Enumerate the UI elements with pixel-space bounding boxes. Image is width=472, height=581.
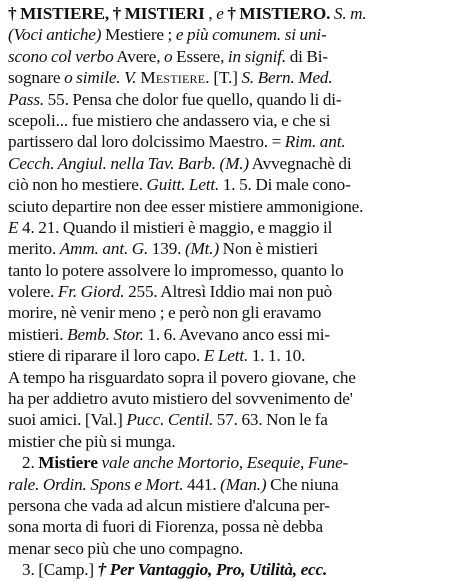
text-segment: Rim. ant. <box>284 132 346 152</box>
text-line <box>8 24 466 45</box>
text-segment: persona che vada ad alcun mistiere d'alcuna per- <box>8 495 330 515</box>
text-segment: e più comunem. si uni- <box>175 25 327 45</box>
text-line <box>8 238 466 259</box>
text-line <box>8 474 466 495</box>
text-segment: di Bi- <box>286 46 328 66</box>
text-segment: 3. [Camp.] <box>22 560 98 580</box>
text-segment: o simile. V. <box>64 68 137 88</box>
text-segment: partissero dal loro dolcissimo Maestro. = <box>8 132 285 152</box>
text-segment: Che niuna <box>266 474 339 494</box>
text-line <box>8 495 466 516</box>
text-line <box>8 174 466 195</box>
text-segment: 255. Altresì Iddio mai non può <box>124 282 333 302</box>
text-segment: 2. <box>22 453 39 473</box>
text-segment: 57. 63. Non le fa <box>213 410 328 430</box>
text-line <box>8 302 466 323</box>
text-line <box>8 409 466 430</box>
text-segment: volere. <box>8 282 58 302</box>
text-segment: 1. 5. Di male cono- <box>219 175 351 195</box>
text-line <box>8 46 466 67</box>
text-segment: morire, nè venir meno ; e però non gli eravamo <box>8 303 322 323</box>
text-line <box>8 196 466 217</box>
text-line <box>8 516 466 537</box>
text-segment: † MISTIERE, † MISTIERI <box>8 4 205 23</box>
text-line <box>8 367 466 388</box>
text-segment: Mestiere ; <box>101 25 176 45</box>
text-line <box>8 538 466 559</box>
text-segment: Pass. <box>8 89 45 109</box>
text-segment: rale. Ordin. Spons e Mort. <box>8 474 184 494</box>
text-segment: (Mt.) <box>184 239 220 259</box>
text-segment: E <box>8 217 19 237</box>
text-segment: Avvegnachè di <box>248 153 352 173</box>
text-segment: [T.] <box>209 68 242 88</box>
text-line <box>8 110 466 131</box>
text-segment: , <box>204 4 217 23</box>
text-segment: scono col verbo <box>8 46 114 66</box>
text-segment: e <box>216 4 224 23</box>
text-line <box>8 131 466 152</box>
text-line <box>8 431 466 452</box>
text-segment: Fr. Giord. <box>57 282 125 302</box>
text-segment: ciò non ho mestiere. <box>8 175 147 195</box>
text-segment: o <box>164 46 173 66</box>
text-segment: 1. 6. Avevano anco essi mi- <box>143 324 331 344</box>
text-segment: merito. <box>8 239 60 259</box>
text-segment: sona morta di fuori di Fiorenza, possa nè debba <box>8 517 323 537</box>
text-segment: suoi amici. [Val.] <box>8 410 127 430</box>
text-segment: sognare <box>8 68 65 88</box>
text-segment: Cecch. Angiul. nella Tav. Barb. (M.) <box>8 153 249 173</box>
text-segment: Guitt. Lett. <box>146 175 220 195</box>
text-line <box>8 153 466 174</box>
text-line <box>8 452 466 473</box>
text-segment: vale anche Mortorio, Esequie, Fune- <box>97 453 349 473</box>
text-segment: stiere di riparare il loro capo. <box>8 346 204 366</box>
text-line <box>8 388 466 409</box>
text-line <box>8 260 466 281</box>
text-line <box>8 559 466 580</box>
text-segment: tanto lo potere assolvere lo impromesso, quanto lo <box>8 260 344 280</box>
text-segment: menar seco più che uno compagno. <box>8 538 244 558</box>
text-segment: (Voci antiche) <box>8 25 102 45</box>
text-line <box>8 3 466 24</box>
text-line <box>8 89 466 110</box>
text-segment: 4. 21. Quando il mistieri è maggio, e maggio il <box>18 217 333 237</box>
text-segment: S. m. <box>330 4 367 23</box>
text-segment: † MISTIERO. <box>223 4 331 23</box>
text-segment: (Man.) <box>220 474 267 494</box>
text-segment: Essere, <box>172 46 228 66</box>
text-segment: Mistiere <box>38 453 98 473</box>
text-segment: 55. Pensa che dolor fue quello, quando li di- <box>44 89 342 109</box>
text-segment: 139. <box>148 239 185 259</box>
text-line <box>8 217 466 238</box>
text-line <box>8 281 466 302</box>
text-segment: Bemb. Stor. <box>67 324 144 344</box>
text-line <box>8 324 466 345</box>
entry-body <box>8 3 466 581</box>
text-segment: mistier che più si munga. <box>8 431 176 451</box>
text-line <box>8 345 466 366</box>
text-segment: ha per addietro avuto mistiero del sovvenimento de' <box>8 389 353 409</box>
text-segment: † Per Vantaggio, Pro, Utilità, ecc. <box>97 560 328 580</box>
text-segment: S. Bern. Med. <box>241 68 333 88</box>
text-segment: A tempo ha risguardato sopra il povero giovane, che <box>8 367 356 387</box>
text-segment: in signif. <box>227 46 287 66</box>
text-segment: Mestiere. <box>136 68 210 88</box>
text-segment: 441. <box>183 474 221 494</box>
text-line <box>8 67 466 88</box>
text-segment: Non è mistieri <box>219 239 318 259</box>
text-segment: scepoli... fue mistiero che andassero via, e che si <box>8 110 331 130</box>
text-segment: 1. 1. 10. <box>248 346 306 366</box>
text-segment: sciuto departire non dee esser mistiere ammonigione. <box>8 196 364 216</box>
text-segment: mistieri. <box>8 324 68 344</box>
text-segment: E Lett. <box>203 346 249 366</box>
text-segment: Pucc. Centil. <box>126 410 214 430</box>
text-segment: Amm. ant. G. <box>59 239 149 259</box>
text-segment: Avere, <box>113 46 165 66</box>
